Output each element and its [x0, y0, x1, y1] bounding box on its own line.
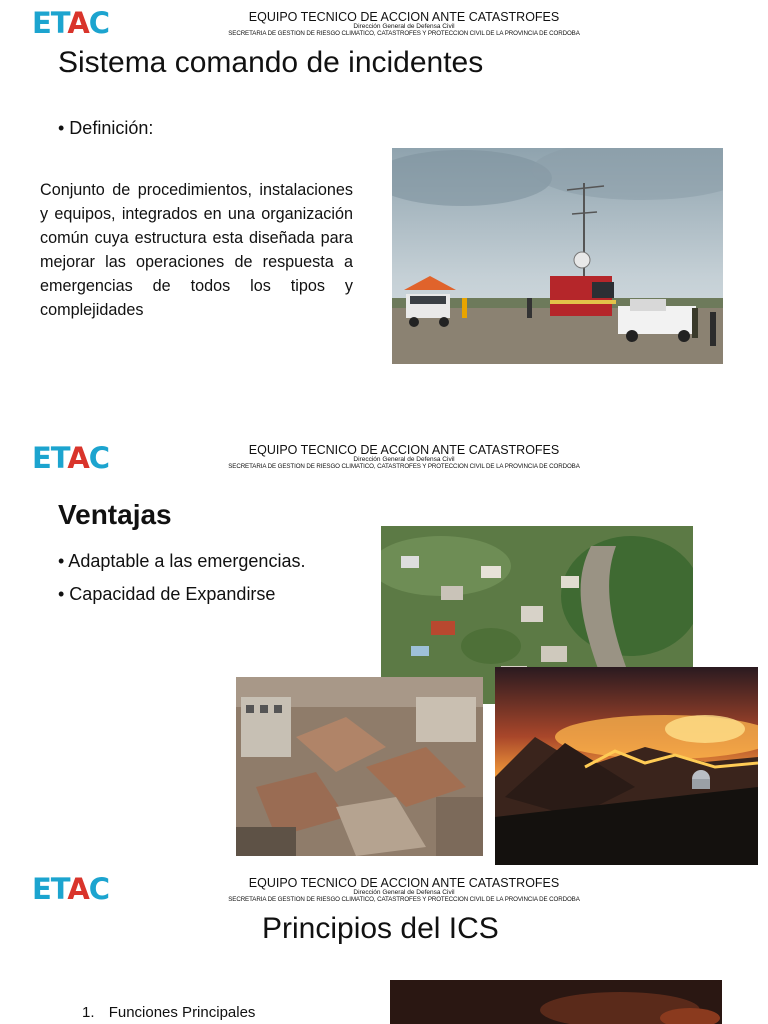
slide-1 [0, 0, 768, 420]
header-subtitle: Dirección General de Defensa Civil [353, 889, 455, 897]
header-org: SECRETARIA DE GESTION DE RIESGO CLIMATICO, CATASTROFES Y PROTECCION CIVIL DE LA PROVINCIA DE CORDOBA [228, 29, 580, 37]
bullet-definicion: • Definición: [58, 118, 154, 138]
list-number: 1. [82, 1004, 95, 1021]
bullet-expandirse: • Capacidad de Expandirse [58, 584, 276, 604]
slide-title: Ventajas [58, 499, 172, 530]
list-item [82, 1004, 255, 1021]
definition-paragraph: Conjunto de procedimientos, instalaciones y equipos, integrados en una organización común cuya estructura esta diseñada para mejorar las operaciones de respuesta a emergencias de todos los tipos y complejidades [40, 181, 353, 319]
slide-title: Sistema comando de incidentes [58, 46, 484, 79]
header-title: EQUIPO TECNICO DE ACCION ANTE CATASTROFES [248, 10, 560, 24]
incident-command-post-photo [392, 148, 723, 364]
etac-logo: ETAC [32, 872, 110, 906]
night-fire-photo [390, 980, 722, 1024]
wildfire-night-photo [495, 667, 758, 865]
header-title: EQUIPO TECNICO DE ACCION ANTE CATASTROFES [248, 443, 560, 457]
header-org: SECRETARIA DE GESTION DE RIESGO CLIMATICO, CATASTROFES Y PROTECCION CIVIL DE LA PROVINCIA DE CORDOBA [228, 895, 580, 903]
header-subtitle: Dirección General de Defensa Civil [353, 23, 455, 31]
header-subtitle: Dirección General de Defensa Civil [353, 456, 455, 464]
header-org: SECRETARIA DE GESTION DE RIESGO CLIMATICO, CATASTROFES Y PROTECCION CIVIL DE LA PROVINCIA DE CORDOBA [228, 462, 580, 470]
list-item-label: Funciones Principales [108, 1004, 256, 1021]
slide-header [150, 877, 658, 903]
bullet-adaptable: • Adaptable a las emergencias. [58, 551, 306, 571]
slide-2 [0, 435, 768, 865]
slide-header [150, 444, 658, 470]
slide-header [150, 11, 658, 37]
slide-3 [0, 868, 768, 1024]
etac-logo: ETAC [32, 441, 110, 475]
slide-title: Principios del ICS [262, 912, 499, 945]
earthquake-ruins-photo [236, 677, 483, 856]
etac-logo: ETAC [32, 6, 110, 40]
header-title: EQUIPO TECNICO DE ACCION ANTE CATASTROFES [248, 876, 560, 890]
